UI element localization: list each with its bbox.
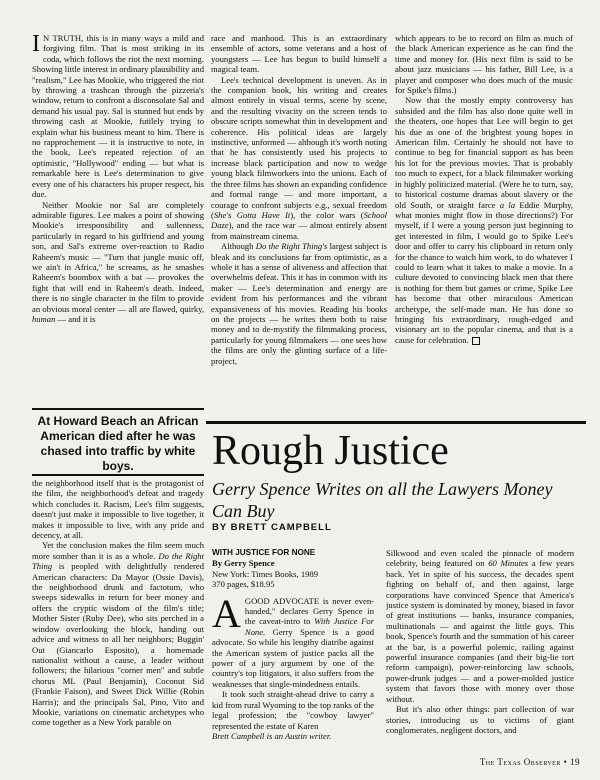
author-note: Brett Campbell is an Austin writer. <box>212 730 332 741</box>
paragraph: Now that the mostly empty controversy has subsided and the film has also done quite well in the theaters, one hopes that Lee will begin to get his due as one of the brightest young hopes in American film. Certainly he should not have to continue to beg for financial support as has been his lot for the previous movies. That is probably too much to expect, for a black filmmaker working in highly politicized material. (Were he to turn, say, to historical costume dramas about slavery or the old South, or straight farce a la Eddie Murphy, what monies might flow in those directions?) For myself, if I were a young person just beginning to get interested in film, I would go to Spike Lee's door and offer to carry his clipboard in return only for the chance to watch him work, to do whatever I could to learn what it takes to make a movie. In a culture devoted to convincing black men that there is nothing for them but games or crime, Spike Lee has become that other miraculous American archetype, the self-made man. He has done so bringing his extraordinary, rough-edged and visionary art to the popular cinema, and that is a cause for celebration. <box>395 95 573 345</box>
publication-name: The Texas Observer <box>479 757 561 767</box>
page-footer <box>420 757 580 767</box>
column-3-top <box>395 33 573 415</box>
article-byline: BY BRETT CAMPBELL <box>212 522 332 533</box>
column-2-bottom <box>212 548 374 748</box>
book-details: 370 pages, $18.95 <box>212 579 275 590</box>
article-headline: Rough Justice <box>212 428 449 474</box>
drop-cap: A <box>212 590 241 636</box>
paragraph: I N TRUTH, this is in many ways a mild and forgiving film. That is most striking in its coda, which follows the riot the next morning. Showing little interest in ordinary plausibility and "realism," Lee has Mookie, who triggered the riot by throwing a trashcan through the pizzeria's window, return to confront a disconsolate Sal and demand his usual pay. Sal is stunned but ends by throwing cash at Mookie, futilely trying to explain what his business meant to him. There is no rapprochement — it is instructive to note, in the book, Lee's repeated rejection of an optimistic, "Hollywood" ending — but what is remarkable here is Lee's determination to give every one of his characters his proper respect, his due. <box>32 33 204 200</box>
book-info <box>212 548 374 590</box>
paragraph: A GOOD ADVOCATE is never even-handed," declares Gerry Spence in the caveat-intro to With Justice For None. Gerry Spence is a good advocate. So while his lengthy diatribe against the American system of justice packs all the power of a jury argument by one of the country's top litigators, it also suffers from the weaknesses that single-mindedness entails. <box>212 590 374 689</box>
paragraph: Although Do the Right Thing's largest subject is bleak and its conclusions far from optimistic, as a whole it has a sense of aliveness and affection that overwhelms defeat. This it has in common with its maker — Lee's determination and energy are evident from his performances and the vibrant expansiveness of his movies. Reading his books on the projects — he writes them both to raise money and to de-mystify the filmmaking process, particularly for young filmmakers — one sees how the films are only the glinting surface of a life-project, <box>211 241 387 366</box>
column-2-top <box>211 33 387 415</box>
footer-separator: • <box>563 757 568 767</box>
book-title: WITH JUSTICE FOR NONE <box>212 548 316 557</box>
article-divider <box>206 421 586 424</box>
paragraph: race and manhood. This is an extraordinary ensemble of actors, some veterans and a host of youngsters — Lee has begun to build himself a magical team. <box>211 33 387 75</box>
end-mark-icon <box>472 337 480 345</box>
page-number: 19 <box>570 757 580 767</box>
paragraph: It took such straight-ahead drive to carry a kid from rural Wyoming to the top ranks of the legal profession; the "cowboy lawyer" represented the estate of Karen <box>212 689 374 731</box>
column-3-bottom <box>386 548 574 748</box>
pull-quote: At Howard Beach an African American died after he was chased into traffic by white boys. <box>32 408 204 476</box>
paragraph: Neither Mookie nor Sal are completely admirable figures. Lee makes a point of showing Mookie's irresponsibility and sullenness, particularly in regard to his girlfriend and young son, and Sal's extreme over-reaction to Radio Raheem's music — "Turn that jungle music off, we ain't in Africa," he screams, as he smashes Raheem's boombox with a bat — provokes the fight that will end in Raheem's death. Indeed, there is no single character in the film to provide an obvious moral center — all are flawed, quirky, human — and it is <box>32 199 204 324</box>
article-subhead: Gerry Spence Writes on all the Lawyers Money Can Buy <box>212 479 553 521</box>
paragraph: which appears to be to record on film as much of the black American experience as he can find the time and money for. (His next film is said to be about jazz musicians — his father, Bill Lee, is a player and composer who does much of the music for Spike's films.) <box>395 33 573 96</box>
paragraph: Yet the conclusion makes the film seem much more somber than it is as a whole. Do the Right Thing is peopled with delightfully rendered American characters: Da Mayor (Ossie Davis), the neighborhood drunk and factotum, who sweeps sidewalks in return for beer money and offers the cryptic wisdom of the film's title; Mother Sister (Ruby Dee), who sits perched in a window overlooking the block, handing out advice and witness to all her neighbors; Buggin' Out (Giancarlo Esposito), a homemade nationalist without a cause, a leader without followers; the hilarious "corner men" and subtle chorus ML (Paul Benjamin), Coconut Sid (Frankie Faison), and Sweet Dick Willie (Robin Harris); and the principals Sal, Pino, Vito and Mookie, variations on cinematic archetypes who come together as a New York parable on <box>32 540 204 728</box>
column-1-top <box>32 33 204 405</box>
paragraph: Lee's technical development is uneven. As in the companion book, his writing and creates almost entirely in visual terms, scene by scene, and the resulting vivacity on the screen tends to obscure scripts somewhat thin in development and coherence. His political ideas are largely instinctive, unformed — although it's worth noting that he has consistently used his projects to increase black participation and now to wedge young black filmworkers into the unions. Each of the three films has shown an expanding confidence and formal range — and more important, a courage to confront subjects e.g., sexual freedom (She's Gotta Have It), the color wars (School Daze), and the race war — almost entirely absent from mainstream cinema. <box>211 74 387 241</box>
paragraph: But it's also other things: part collection of war stories, introducing us to victims of giant conglomerates, negligent doctors, and <box>386 704 574 735</box>
column-1-bottom <box>32 478 204 748</box>
paragraph: Silkwood and even scaled the pinnacle of modern celebrity, being featured on 60 Minutes a few years back. Yet in spite of his success, the decades spent fighting on behalf of, and then against, large corporations have convinced Spence that America's justice system is dominated by money, biased in favor of great institutions — banks, insurance companies, multinationals — and against the little guys. This book, Spence's fourth and the summation of his career at the bar, is a powerful polemic, railing against powerful insurance companies (and their big-lie tort reform campaign), power-reinforcing law schools, power-drunk judges — and a power-molded justice system that favors those with money over those without. <box>386 548 574 704</box>
drop-cap: I <box>32 33 40 57</box>
paragraph: the neighborhood itself that is the protagonist of the film, the neighborhood's defeat and tragedy which concludes it. Racism, Lee's film suggests, doesn't just make it impossible to live together, it makes it impossible to live, with any pride and decency, at all. <box>32 478 204 541</box>
book-publisher: New York: Times Books, 1989 <box>212 568 319 579</box>
book-author: By Gerry Spence <box>212 558 275 569</box>
